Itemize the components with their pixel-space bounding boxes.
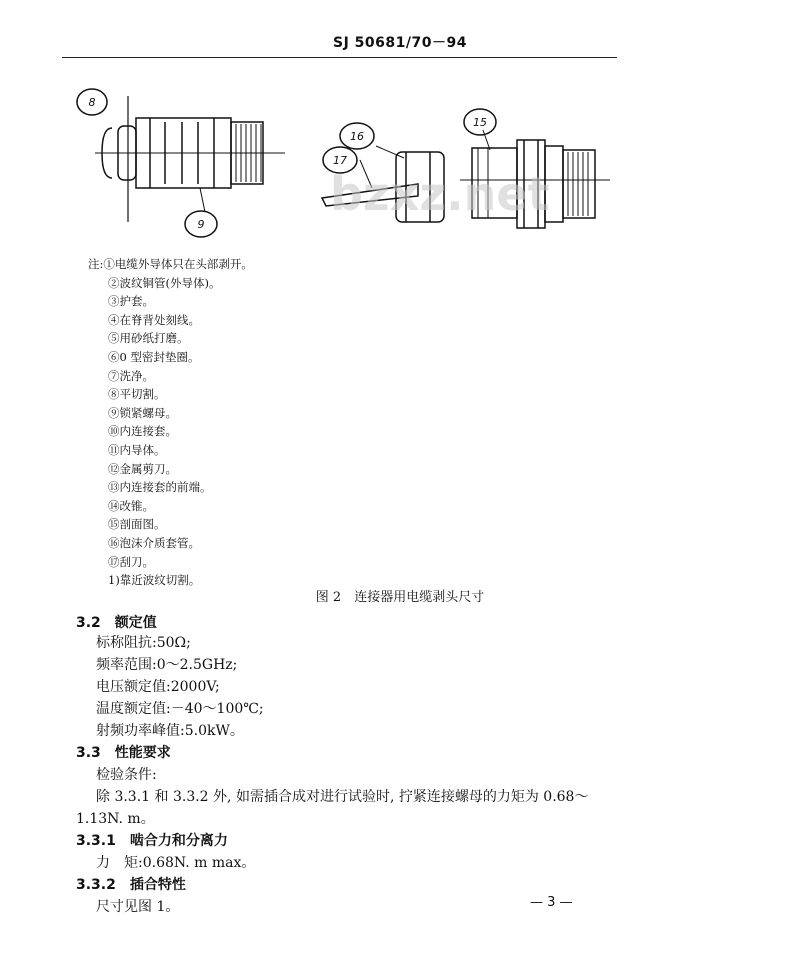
document-header: SJ 50681/70－94 [333, 35, 467, 51]
note-item: ⑨锁紧螺母。 [108, 405, 177, 420]
rating-item: 温度额定值:－40～100℃; [96, 701, 264, 717]
test-condition-text-cont: 1.13N. m。 [76, 811, 155, 827]
note-item: ⑬内连接套的前端。 [108, 480, 212, 495]
test-condition-text: 除 3.3.1 和 3.3.2 外, 如需插合成对进行试验时, 拧紧连接螺母的力矩为 0.68～ [96, 789, 589, 805]
connector-figure [0, 80, 800, 250]
section-3-3-title: 3.3 性能要求 [76, 745, 171, 761]
note-item: ④在脊背处刻线。 [108, 312, 200, 327]
note-item: ⑩内连接套。 [108, 424, 177, 439]
callout-label-15: 15 [473, 116, 487, 129]
note-item: ⑭改锥。 [108, 498, 154, 513]
note-item: ⑤用砂纸打磨。 [108, 331, 189, 346]
section-3-2-title: 3.2 额定值 [76, 615, 157, 631]
note-item: ③护套。 [108, 294, 154, 309]
note-item: ⑥0 型密封垫圈。 [108, 349, 200, 364]
note-item: ⑫金属剪刀。 [108, 461, 177, 476]
note-item: 1)靠近波纹切割。 [108, 573, 201, 588]
section-3-3-2-title: 3.3.2 插合特性 [76, 877, 186, 893]
note-item: ⑪内导体。 [108, 442, 166, 457]
note-item: ⑮剖面图。 [108, 517, 166, 532]
figure-notes [88, 255, 253, 590]
rating-item: 频率范围:0～2.5GHz; [96, 657, 238, 673]
callout-label-17: 17 [333, 154, 347, 167]
figure-caption: 图 2 连接器用电缆剥头尺寸 [315, 590, 485, 605]
note-item: ⑯泡沫介质套管。 [108, 535, 200, 550]
section-3-3-1-title: 3.3.1 啮合力和分离力 [76, 833, 228, 849]
torque-spec: 力 矩:0.68N. m max。 [96, 855, 256, 871]
note-item: ⑦洗净。 [108, 368, 154, 383]
rating-item: 电压额定值:2000V; [96, 679, 220, 695]
note-item: ②波纹铜管(外导体)。 [108, 275, 221, 290]
note-item: ⑰刮刀。 [108, 554, 154, 569]
document-body [0, 612, 800, 915]
test-condition-label: 检验条件: [96, 767, 157, 783]
connector-left-drawing [95, 96, 285, 222]
mating-ref: 尺寸见图 1。 [96, 899, 180, 915]
page-number: — 3 — [530, 895, 573, 910]
header-rule [62, 57, 617, 58]
rating-item: 射频功率峰值:5.0kW。 [96, 723, 244, 739]
note-item: ⑧平切割。 [108, 387, 166, 402]
callout-label-9: 9 [197, 218, 205, 231]
callout-label-8: 8 [88, 96, 96, 109]
note-item: 注:①电缆外导体只在头部剥开。 [88, 257, 253, 271]
rating-item: 标称阻抗:50Ω; [96, 635, 191, 651]
callout-label-16: 16 [350, 130, 364, 143]
watermark-text: bzxz.net [330, 167, 550, 221]
